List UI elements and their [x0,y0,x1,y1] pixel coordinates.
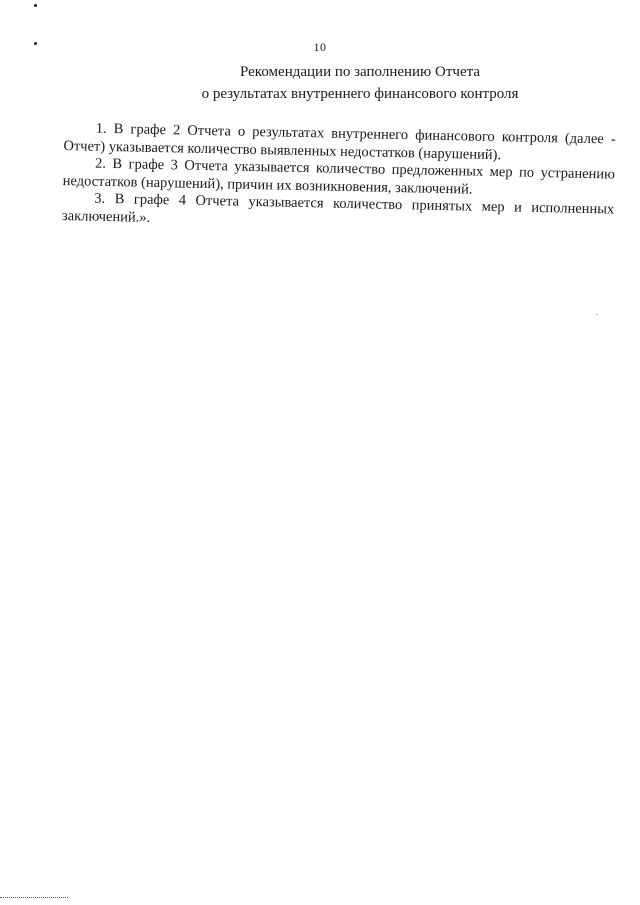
paragraph-3: 3. В графе 4 Отчета указывается количество принятых мер и исполненных заключений.». [61,190,615,226]
scan-artifact-dot [34,4,37,7]
footer-rule [0,897,68,899]
document-body [62,120,616,237]
document-title: Рекомендации по заполнению Отчета [240,64,480,80]
document-subtitle: о результатах внутреннего финансового контроля [201,86,519,102]
paragraph-1: 1. В графе 2 Отчета о результатах внутреннего финансового контроля (далее - Отчет) указывается количество выявленных недостатков (нарушений). [63,120,616,163]
scan-artifact-speck [596,314,598,315]
page-number: 10 [313,40,327,54]
paragraph-2: 2. В графе 3 Отчета указывается количество предложенных мер по устранению недостатков (нарушений), причин их возникновения, заключений. [62,155,616,198]
